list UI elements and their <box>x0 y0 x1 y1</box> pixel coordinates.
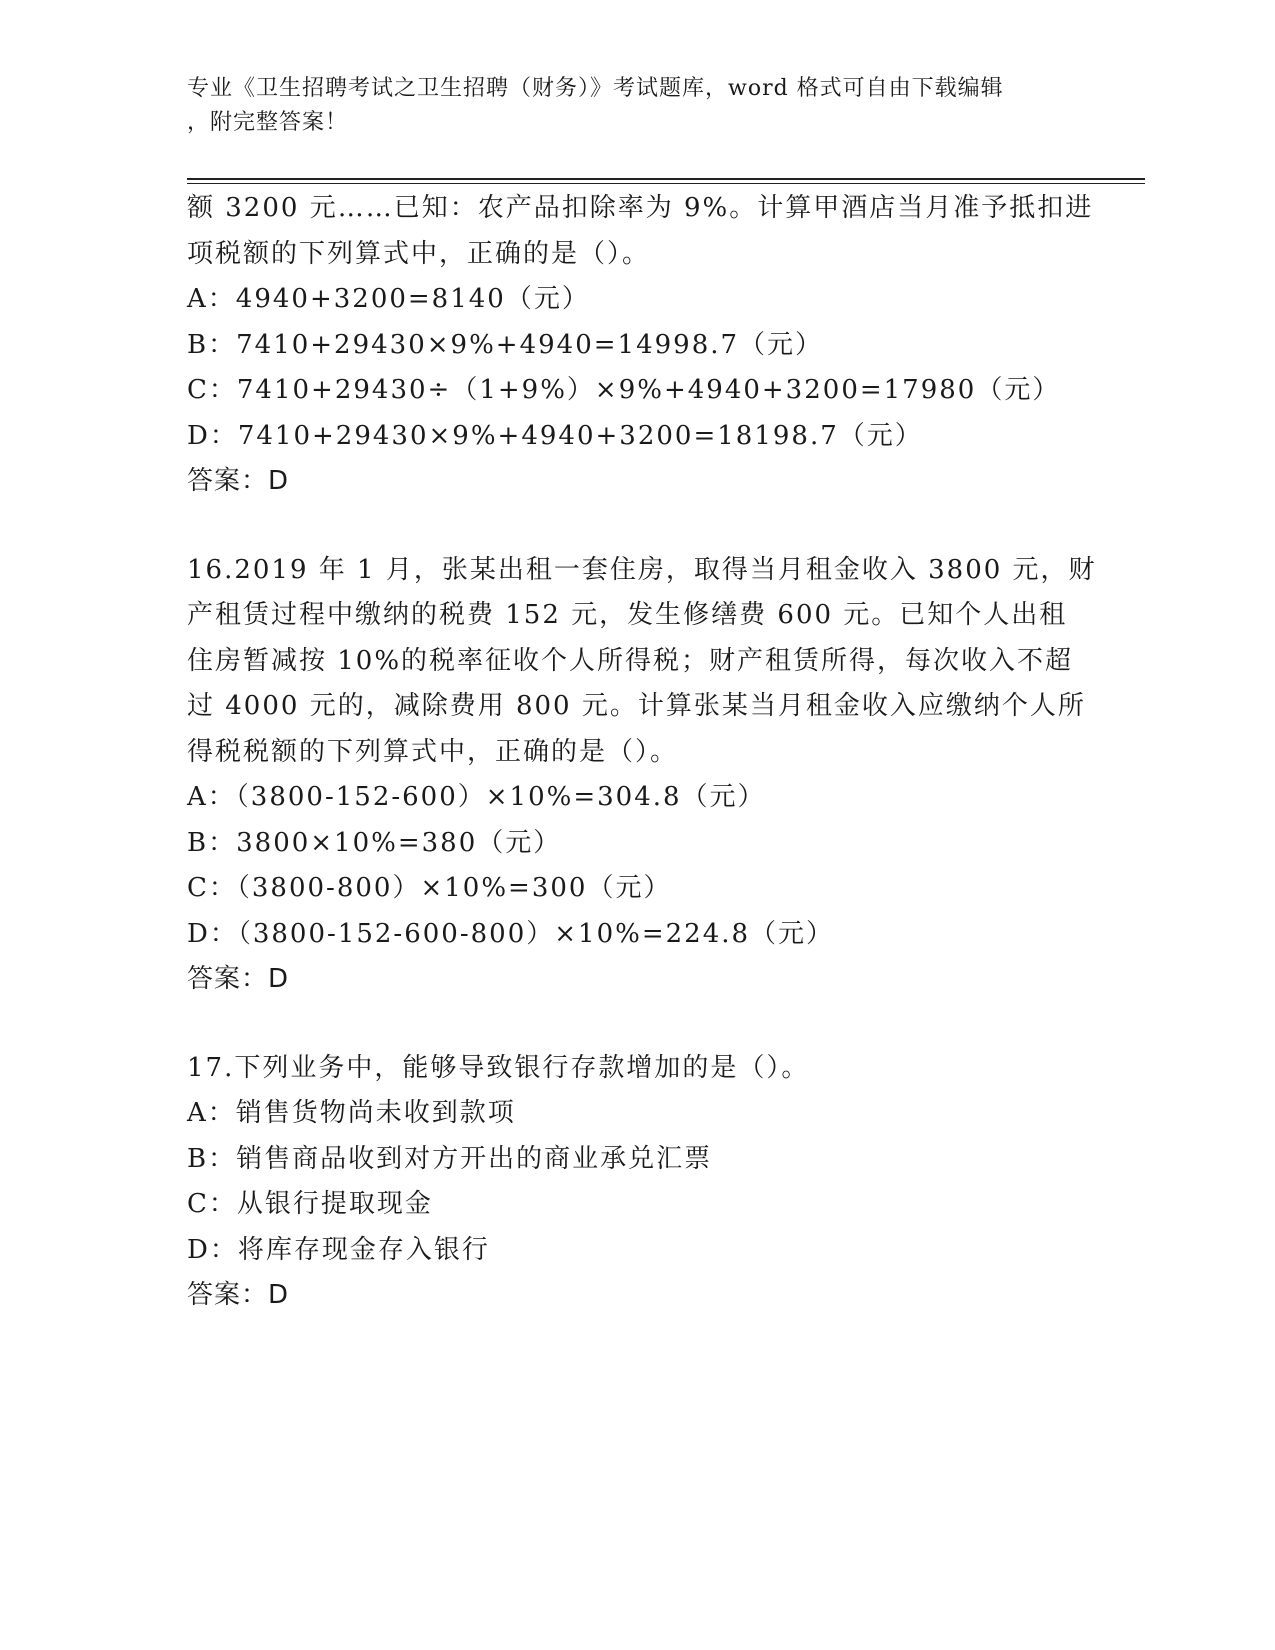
question-16 <box>187 548 1097 1003</box>
question-stem-line: 项税额的下列算式中，正确的是（）。 <box>187 238 651 269</box>
answer-label: 答案：D <box>187 466 290 496</box>
answer-label: 答案：D <box>187 1280 290 1310</box>
question-list <box>187 186 1097 1319</box>
option-a: A：4940+3200=8140（元） <box>187 284 590 314</box>
question-stem-line: 产租赁过程中缴纳的税费 152 元，发生修缮费 600 元。已知个人出租 <box>187 600 1068 630</box>
option-c: C：从银行提取现金 <box>187 1189 433 1219</box>
option-b: B：7410+29430×9%+4940=14998.7（元） <box>187 329 824 360</box>
option-d: D：（3800-152-600-800）×10%=224.8（元） <box>187 918 835 949</box>
option-a: A：销售货物尚未收到款项 <box>187 1098 516 1128</box>
option-b: B：3800×10%=380（元） <box>187 827 562 858</box>
spacer <box>187 505 1087 548</box>
document-header <box>187 72 1087 140</box>
question-stem-line: 住房暂减按 10%的税率征收个人所得税；财产租赁所得，每次收入不超 <box>187 645 1074 676</box>
question-15 <box>187 186 1094 505</box>
spacer <box>187 1003 1087 1046</box>
question-stem-line: 过 4000 元的，减除费用 800 元。计算张某当月租金收入应缴纳个人所 <box>187 691 1086 721</box>
question-stem-line: 额 3200 元……已知：农产品扣除率为 9%。计算甲酒店当月准予抵扣进 <box>187 193 1094 223</box>
question-stem-line: 得税税额的下列算式中，正确的是（）。 <box>187 736 679 767</box>
header-title-line-2: ，附完整答案！ <box>187 110 349 135</box>
option-c: C：（3800-800）×10%=300（元） <box>187 873 672 903</box>
option-a: A：（3800-152-600）×10%=304.8（元） <box>187 782 766 812</box>
header-divider-thin <box>187 183 1145 184</box>
header-title-line-1: 专业《卫生招聘考试之卫生招聘（财务）》考试题库，word 格式可自由下载编辑 <box>187 76 1004 101</box>
question-stem-line: 16.2019 年 1 月，张某出租一套住房，取得当月租金收入 3800 元，财 <box>187 554 1097 585</box>
option-c: C：7410+29430÷（1+9%）×9%+4940+3200=17980（元） <box>187 375 1061 405</box>
answer-label: 答案：D <box>187 964 290 994</box>
option-b: B：销售商品收到对方开出的商业承兑汇票 <box>187 1143 713 1174</box>
header-divider-thick <box>187 178 1145 180</box>
option-d: D：7410+29430×9%+4940+3200=18198.7（元） <box>187 420 923 451</box>
question-stem-line: 17.下列业务中，能够导致银行存款增加的是（）。 <box>187 1052 810 1083</box>
option-d: D：将库存现金存入银行 <box>187 1234 490 1265</box>
question-17 <box>187 1046 1087 1319</box>
